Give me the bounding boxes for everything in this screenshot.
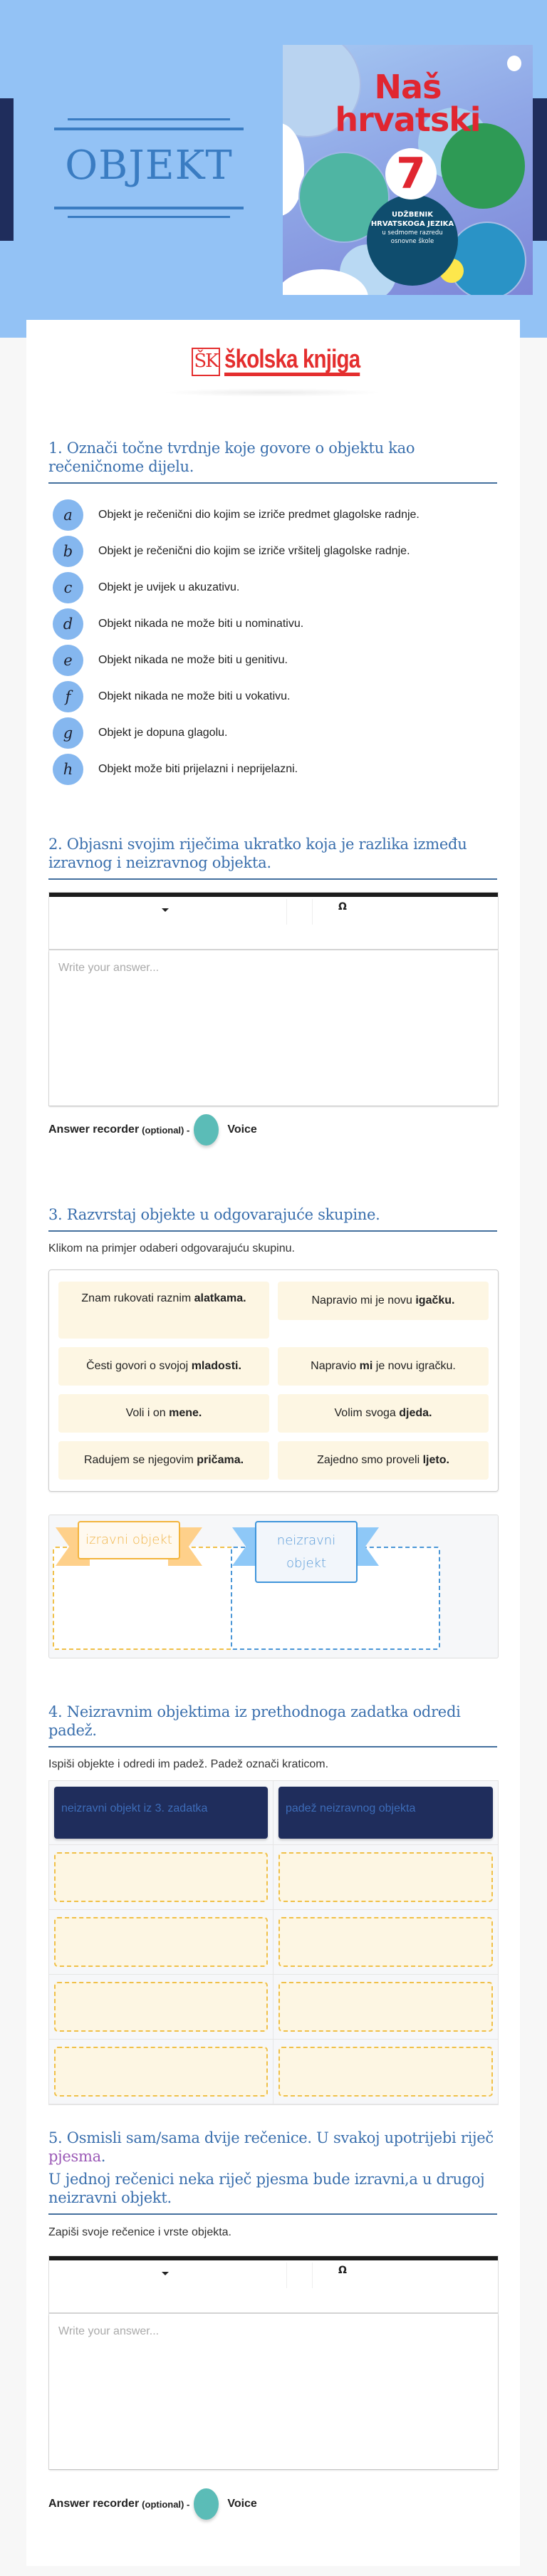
- option-text[interactable]: Objekt je dopuna glagolu.: [98, 726, 228, 739]
- option-letter-badge[interactable]: g: [53, 717, 83, 749]
- column-header: neizravni objekt iz 3. zadatka: [54, 1787, 268, 1839]
- worksheet-card: [26, 320, 520, 2566]
- question-3-instruction: Klikom na primjer odaberi odgovarajuću skupinu.: [48, 1242, 295, 1255]
- option-text[interactable]: Objekt nikada ne može biti u vokativu.: [98, 690, 291, 702]
- option-letter-badge[interactable]: c: [53, 572, 83, 603]
- answer-slot[interactable]: [278, 1917, 493, 1967]
- option-letter-badge[interactable]: d: [53, 608, 83, 640]
- answer-recorder: [48, 2488, 257, 2520]
- toolbar-separator: [312, 2263, 313, 2288]
- toolbar-separator: [286, 2263, 287, 2288]
- answer-slot[interactable]: [54, 2047, 268, 2097]
- sort-item[interactable]: Znam rukovati raznim alatkama.: [58, 1282, 269, 1339]
- column-header: padež neizravnog objekta: [278, 1787, 493, 1839]
- sort-item[interactable]: Zajedno smo proveli ljeto.: [278, 1441, 489, 1480]
- page-title: OBJEKT: [65, 142, 233, 189]
- recorder-label: Answer recorder: [48, 1123, 140, 1136]
- table-row: [49, 1845, 498, 1910]
- sort-item[interactable]: Volim svoga djeda.: [278, 1394, 489, 1433]
- title-rule: [68, 216, 230, 218]
- header-side-bar-left: [0, 98, 14, 241]
- option-c[interactable]: [53, 569, 494, 606]
- bucket-label-ribbon: [232, 1521, 379, 1583]
- question-1-options: [53, 497, 494, 787]
- case-table: [48, 1780, 499, 2105]
- title-rule: [54, 128, 244, 130]
- option-text[interactable]: Objekt nikada ne može biti u nominativu.: [98, 617, 304, 630]
- sortable-items-box: [48, 1269, 499, 1492]
- answer-slot[interactable]: [278, 2047, 493, 2097]
- answer-textarea[interactable]: Write your answer...: [49, 2314, 498, 2469]
- bucket-label-ribbon: [56, 1521, 202, 1567]
- category-buckets: [48, 1515, 499, 1658]
- cover-title-line: hrvatski: [335, 100, 481, 139]
- option-d[interactable]: [53, 606, 494, 642]
- toolbar-separator: [286, 899, 287, 925]
- table-row: [49, 2040, 498, 2104]
- option-e[interactable]: [53, 642, 494, 678]
- option-b[interactable]: [53, 533, 494, 569]
- option-text[interactable]: Objekt nikada ne može biti u genitivu.: [98, 653, 288, 666]
- option-text[interactable]: Objekt je rečenični dio kojim se izriče predmet glagolske radnje.: [98, 508, 420, 521]
- format-dropdown-caret-icon[interactable]: [162, 908, 169, 912]
- question-5-title: 5. Osmisli sam/sama dvije rečenice. U svakoj upotrijebi riječ pjesma. U jednoj rečenici neka riječ pjesma bude izravni,a u drugoj neizravni objekt.: [48, 2129, 497, 2215]
- question-4-title: 4. Neizravnim objektima iz prethodnoga zadatka odredi padež.: [48, 1703, 497, 1747]
- table-header-row: [49, 1781, 498, 1845]
- cover-subtitle: [367, 194, 458, 286]
- sort-item[interactable]: Radujem se njegovim pričama.: [58, 1441, 269, 1480]
- answer-slot[interactable]: [278, 1982, 493, 2032]
- option-text[interactable]: Objekt je rečenični dio kojim se izriče vršitelj glagolske radnje.: [98, 544, 410, 557]
- title-rule: [68, 118, 230, 120]
- title-rule: [54, 207, 244, 209]
- option-text[interactable]: Objekt je uvijek u akuzativu.: [98, 581, 240, 593]
- option-letter-badge[interactable]: b: [53, 536, 83, 567]
- cover-subtitle-line: osnovne škole: [390, 238, 434, 245]
- answer-editor: [48, 892, 499, 1106]
- bucket-label: neizravni objekt: [255, 1521, 358, 1583]
- special-character-button[interactable]: Ω: [338, 2265, 347, 2276]
- question-1-title: 1. Označi točne tvrdnje koje govore o objektu kao rečeničnome dijelu.: [48, 439, 497, 484]
- question-3-title: 3. Razvrstaj objekte u odgovarajuće skupine.: [48, 1205, 497, 1232]
- question-5-instruction: Zapiši svoje rečenice i vrste objekta.: [48, 2226, 231, 2238]
- editor-toolbar: [49, 2260, 498, 2314]
- header-side-bar-right: [533, 98, 547, 241]
- toolbar-separator: [312, 899, 313, 925]
- sort-item[interactable]: Napravio mi je novu igačku.: [278, 1282, 489, 1320]
- sort-item[interactable]: Napravio mi je novu igračku.: [278, 1347, 489, 1386]
- option-letter-badge[interactable]: f: [53, 681, 83, 712]
- sort-item[interactable]: Česti govori o svojoj mladosti.: [58, 1347, 269, 1386]
- cover-subtitle-line: HRVATSKOGA JEZIKA: [370, 220, 454, 228]
- option-letter-badge[interactable]: a: [53, 499, 83, 531]
- option-letter-badge[interactable]: h: [53, 754, 83, 785]
- worksheet-header: [0, 0, 547, 338]
- question-2-title: 2. Objasni svojim riječima ukratko koja je razlika između izravnog i neizravnog objekta.: [48, 835, 497, 880]
- answer-editor: [48, 2255, 499, 2470]
- book-cover-image: [283, 45, 533, 295]
- logo-shadow: [162, 388, 382, 397]
- question-4-instruction: Ispiši objekte i odredi im padež. Padež označi kraticom.: [48, 1758, 329, 1770]
- bucket-label: izravni objekt: [78, 1521, 180, 1559]
- table-row: [49, 1910, 498, 1975]
- option-h[interactable]: [53, 751, 494, 787]
- option-g[interactable]: [53, 715, 494, 751]
- recorder-label: Answer recorder: [48, 2498, 140, 2510]
- answer-slot[interactable]: [54, 1917, 268, 1967]
- cover-subtitle-line: UDŽBENIK: [392, 211, 433, 219]
- answer-slot[interactable]: [54, 1982, 268, 2032]
- answer-recorder: [48, 1114, 257, 1146]
- logo-text: školska knjiga: [224, 346, 360, 376]
- record-voice-button[interactable]: [194, 1114, 219, 1146]
- cover-title-line: Naš: [374, 68, 442, 106]
- answer-slot[interactable]: [54, 1852, 268, 1902]
- option-f[interactable]: [53, 678, 494, 715]
- cover-grade-number: 7: [385, 148, 437, 199]
- record-voice-button[interactable]: [194, 2488, 219, 2520]
- option-text[interactable]: Objekt može biti prijelazni i neprijelazni.: [98, 762, 298, 775]
- recorder-optional-label: (optional) -: [142, 2498, 190, 2510]
- highlighted-word: pjesma: [48, 2148, 101, 2165]
- editor-toolbar: [49, 897, 498, 950]
- option-a[interactable]: [53, 497, 494, 533]
- option-letter-badge[interactable]: e: [53, 645, 83, 676]
- logo-mark: ŠK: [192, 348, 220, 376]
- recorder-optional-label: (optional) -: [142, 1124, 190, 1136]
- sort-item[interactable]: Voli i on mene.: [58, 1394, 269, 1433]
- special-character-button[interactable]: Ω: [338, 901, 347, 913]
- publisher-logo: [26, 346, 520, 395]
- voice-label[interactable]: Voice: [227, 2498, 257, 2510]
- voice-label[interactable]: Voice: [227, 1123, 257, 1136]
- answer-textarea[interactable]: Write your answer...: [49, 950, 498, 1106]
- answer-slot[interactable]: [278, 1852, 493, 1902]
- cover-bubble: [507, 56, 521, 71]
- cover-monument-circle: [448, 222, 526, 295]
- cover-title: [283, 68, 533, 139]
- cover-subtitle-line: u sedmome razredu: [382, 229, 443, 237]
- format-dropdown-caret-icon[interactable]: [162, 2272, 169, 2275]
- table-row: [49, 1975, 498, 2040]
- title-block: [54, 114, 244, 214]
